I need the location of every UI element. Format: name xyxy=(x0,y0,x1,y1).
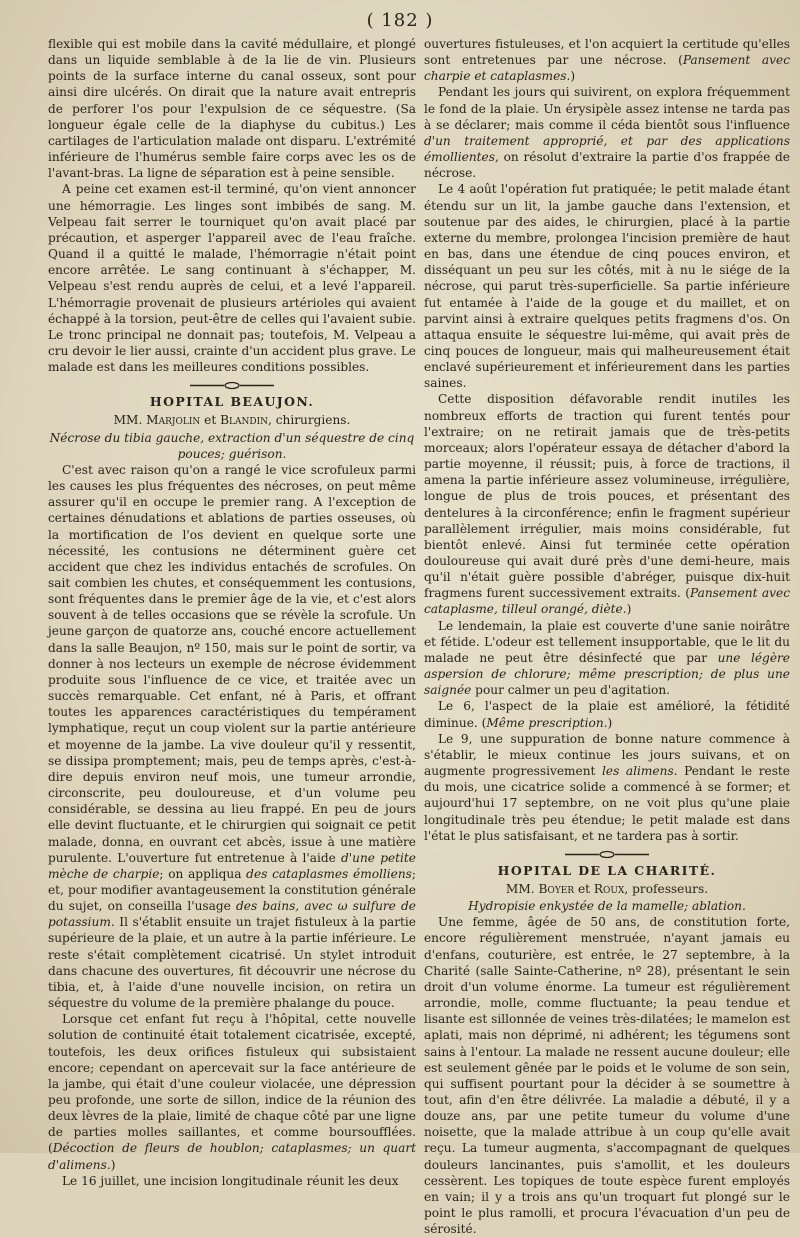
case-caption: Nécrose du tibia gauche, extraction d'un séquestre de cinq pouces; guérison. xyxy=(49,430,415,461)
paragraph: A peine cet examen est-il terminé, qu'on vient annoncer une hémorragie. Les linges sont imbibés de sang. M. Velpeau fait serrer le tourniquet qu'on avait placé par précaution, et asperger l'appareil avec de l'eau fraîche. Quand il a quitté le malade, l'hémorragie n'était point encore arrêtée. Le sang continuant à s'échapper, M. Velpeau s'est rendu auprès de celui, et a levé l'appareil. L'hémorragie provenait de plusieurs artérioles qui avaient échappé à la torsion, peut-être de celles qui l'avaient subie. Le tronc principal ne donnait pas; toutefois, M. Velpeau a cru devoir le lier aussi, crainte d'un accident plus grave. Le malade est dans les meilleures conditions possibles. xyxy=(48,182,416,375)
surgeon-names: MM. Marjolin et Blandin, chirurgiens. xyxy=(113,413,351,428)
paragraph: Le 16 juillet, une incision longitudinale réunit les deux xyxy=(62,1173,399,1188)
ornamental-rule xyxy=(186,381,278,390)
paragraph: Le lendemain, la plaie est couverte d'une sanie noirâtre et fétide. L'odeur est tellement insupportable, que le lit du malade ne peut être désinfecté que par une légère aspersion de chlorure; même prescription; de plus une saignée pour calmer un peu d'agitation. xyxy=(424,618,790,698)
page-number: ( 182 ) xyxy=(366,10,434,31)
case-caption: Hydropisie enkystée de la mamelle; ablation. xyxy=(468,899,746,914)
paragraph: Le 4 août l'opération fut pratiquée; le petit malade étant étendu sur un lit, la jambe gauche dans l'extension, et soutenue par des aides, le chirurgien, placé à la partie externe du membre, prolongea l'incision première de haut en bas, dans une étendue de cinq pouces environ, et disséquant un peu sur les côtés, mit à nu le siége de la nécrose, qui parut très-superficielle. Sa partie inférieure fut entamée à l'aide de la gouge et du maillet, et on parvint ainsi à extraire quelques petits fragmens d'os. On attaqua ensuite le séquestre lui-même, qui avait près de cinq pouces de longueur, mais qui malheureusement était enclavé supérieurement et inférieurement dans les parties saines. xyxy=(424,182,790,391)
left-column xyxy=(48,36,416,1188)
paragraph: flexible qui est mobile dans la cavité médullaire, et plongé dans un liquide semblable à de la lie de vin. Plusieurs points de la surface interne du canal osseux, sont pour ainsi dire ulcérés. On dirait que la nature avait entrepris de perforer l'os pour l'expulsion de ce séquestre. (Sa longueur égale celle de la diaphyse du cubitus.) Les cartilages de l'articulation malade ont disparu. L'extrémité inférieure de l'humérus semble faire corps avec les os de l'avant-bras. La ligne de séparation est à peine sensible. xyxy=(48,37,416,181)
paragraph: Lorsque cet enfant fut reçu à l'hôpital, cette nouvelle solution de continuité était totalement cicatrisée, excepté, toutefois, les deux orifices fistuleux qui subsistaient encore; cependant on apercevait sur la face antérieure de la jambe, qui était d'une couleur violacée, une dépression peu profonde, une sorte de sillon, indice de la réunion des deux lèvres de la plaie, limité de chaque côté par une ligne de parties molles saillantes, et comme boursoufflées. (Décoction de fleurs de houblon; cataplasmes; un quart d'alimens.) xyxy=(48,1012,416,1172)
paragraph: Le 6, l'aspect de la plaie est amélioré, la fétidité diminue. (Même prescription.) xyxy=(424,699,790,730)
paragraph: Le 9, une suppuration de bonne nature commence à s'établir, le mieux continue les jours suivans, et on augmente progressivement les alimens. Pendant le reste du mois, une cicatrice solide a commencé à se former; et aujourd'hui 17 septembre, on ne voit plus qu'une plaie longitudinale très peu étendue; le petit malade est dans l'état le plus satisfaisant, et ne tardera pas à sortir. xyxy=(424,731,790,843)
section-heading: HOPITAL DE LA CHARITÉ. xyxy=(497,862,717,878)
section-heading: HOPITAL BEAUJON. xyxy=(149,394,315,410)
paragraph: C'est avec raison qu'on a rangé le vice scrofuleux parmi les causes les plus fréquentes des nécroses, on peut même assurer qu'il en occupe le premier rang. A l'exception de certaines dénudations et ablations de parties osseuses, où la mortification de l'os devient en quelque sorte une nécessité, les contusions ne déterminent guère cet accident que chez les individus entachés de scrofules. On sait combien les chutes, et conséquemment les contusions, sont fréquentes dans le premier âge de la vie, et c'est alors souvent à de telles occasions que se révèle la scrofule. Un jeune garçon de quatorze ans, couché encore actuellement dans la salle Beaujon, nº 150, mais sur le point de sortir, va donner à nos lecteurs un exemple de nécrose évidemment produite sous l'influence de ce vice, et traitée avec un succès remarquable. Cet enfant, né à Paris, et offrant toutes les apparences caractéristiques du tempérament lymphatique, reçut un coup violent sur la partie antérieure et moyenne de la jambe. La vive douleur qu'il y ressentit, se dissipa promptement; mais, peu de temps après, c'est-à-dire depuis environ neuf mois, une tumeur arrondie, circonscrite, peu douloureuse, et d'un volume peu considérable, se dessina au lieu frappé. En peu de jours elle devint fluctuante, et le chirurgien qui soignait ce petit malade, donna, en ouvrant cet abcès, issue à une matière purulente. L'ouverture fut entretenue à l'aide d'une petite mèche de charpie; on appliqua des cataplasmes émolliens; et, pour modifier avantageusement la constitution générale du sujet, on conseilla l'usage des bains, avec ω sulfure de potassium. Il s'établit ensuite un trajet fistuleux à la partie supérieure de la plaie, et un autre à la partie inférieure. Le reste s'était complètement cicatrisé. Un stylet introduit dans chacune des ouvertures, fit découvrir une nécrose du tibia, et, à l'aide d'une nouvelle incision, on retira un séquestre du volume de la première phalange du pouce. xyxy=(48,462,416,1011)
right-column xyxy=(424,36,790,1237)
professor-names: MM. Boyer et Roux, professeurs. xyxy=(505,881,709,896)
paragraph: Pendant les jours qui suivirent, on explora fréquemment le fond de la plaie. Un érysipèle assez intense ne tarda pas à se déclarer; mais comme il céda bientôt sous l'influence d'un traitement approprié, et par des applications émollientes, on résolut d'extraire la partie d'os frappée de nécrose. xyxy=(424,85,790,181)
paragraph: Une femme, âgée de 50 ans, de constitution forte, encore régulièrement menstruée, n'ayant jamais eu d'enfans, couturière, est entrée, le 27 septembre, à la Charité (salle Sainte-Catherine, nº 28), présentant le sein droit d'un volume énorme. La tumeur est régulièrement arrondie, molle, comme fluctuante; la peau tendue et lisante est sillonnée de veines très-dilatées; le mamelon est aplati, mais non déprimé, ni adhérent; les tégumens sont sains à l'entour. La malade ne ressent aucune douleur; elle est seulement gênée par le poids et le volume de son sein, qui suffisent pourtant pour la décider à se soumettre à tout, afin d'en être délivrée. La maladie a débuté, il y a douze ans, par une petite tumeur du volume d'une noisette, que la malade attribue à un coup qu'elle avait reçu. La tumeur augmenta, s'accompagnant de quelques douleurs lancinantes, puis s'amollit, et les douleurs cessèrent. Les topiques de toute espèce furent employés en vain; il y a trois ans qu'un troquart fut plongé sur le point le plus ramolli, et procura l'évacuation d'un peu de sérosité. xyxy=(424,915,790,1237)
paragraph: ouvertures fistuleuses, et l'on acquiert la certitude qu'elles sont entretenues par une nécrose. (Pansement avec charpie et cataplasmes.) xyxy=(424,37,790,84)
ornamental-rule xyxy=(561,850,653,859)
paragraph: Cette disposition défavorable rendit inutiles les nombreux efforts de traction qui furent tentés pour l'extraire; on ne retirait jamais que de très-petits morceaux; alors l'opérateur essaya de détacher d'abord la partie moyenne, il réussit; puis, à force de tractions, il amena la partie inférieure assez volumineuse, irrégulière, longue de plus de trois pouces, et présentant des dentelures à la circonférence; enfin le fragment supérieur parallèlement irrégulier, mais moins considérable, fut bientôt enlevé. Ainsi fut terminée cette opération douloureuse qui avait duré près d'une demi-heure, mais qu'il n'était guère possible d'abréger, puisque dix-huit fragmens furent successivement extraits. (Pansement avec cataplasme, tilleul orangé, diète.) xyxy=(424,392,790,617)
